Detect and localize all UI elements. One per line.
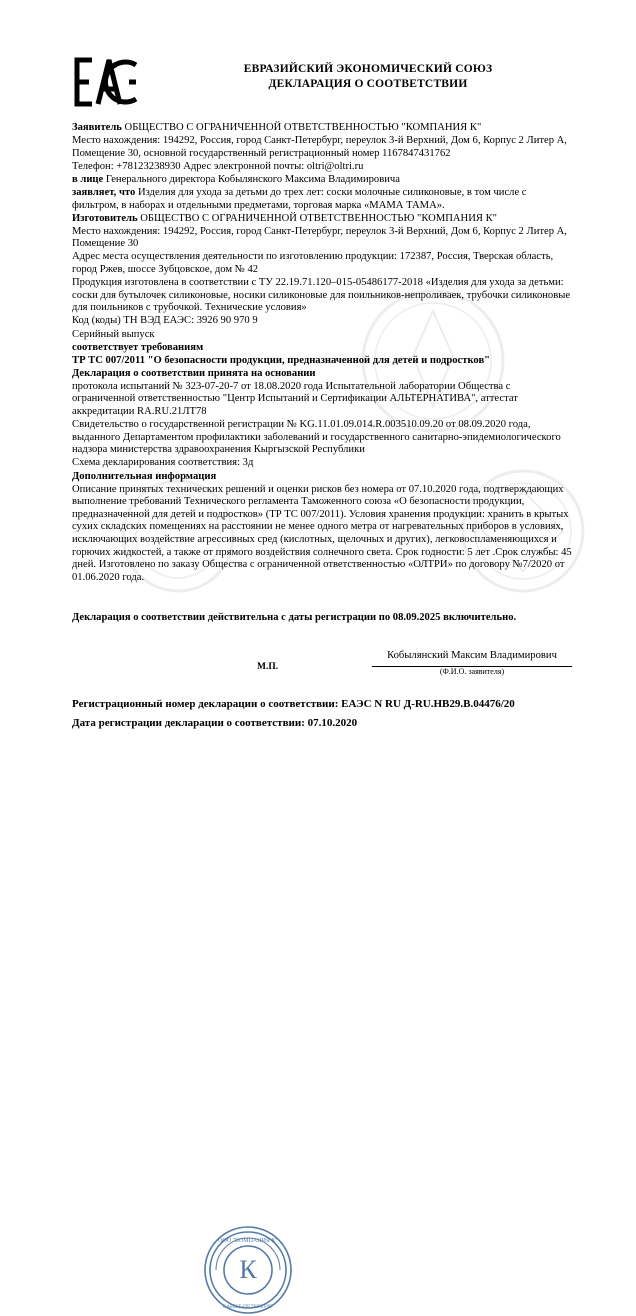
paragraph <box>72 226 572 251</box>
svg-text:САНКТ-ПЕТЕРБУРГ: САНКТ-ПЕТЕРБУРГ <box>222 1304 274 1310</box>
registration-date-label: Дата регистрации декларации о соответствии: <box>72 717 308 729</box>
paragraph-text: Место нахождения: 194292, Россия, город Санкт-Петербург, переулок 3-й Верхний, Дом 6, Корпус 2 Литер А, Помещение 30, основной государственный регистрационный номер 1167847431762 <box>72 135 567 159</box>
paragraph-text: Описание принятых технических решений и оценки рисков без номера от 07.10.2020 года, подтверждающих выполнение требований Технического регламента Таможенного союза «О безопасности продукции, предназначенной для детей и подростков» (ТР ТС 007/2011). Условия хранения продукции: хранить в крытых сухих складских помещениях на расстоянии не менее одного метра от нагревательных приборов в условиях, исключающих воздействие агрессивных сред (кислотных, щелочных и других), легковоспламеняющихся и горючих жидкостей, а также от прямого воздействия солнечного света. Срок годности: 5 лет .Срок службы: 45 дней. Изготовлено по заказу Общества с ограниченной ответственностью «ОЛТРИ» по договору №7/2020 от 01.06.2020 года. <box>72 483 572 583</box>
paragraph <box>72 161 572 174</box>
paragraph <box>72 135 572 160</box>
paragraph-text: Продукция изготовлена в соответствии с ТУ 22.19.71.120–015-05486177-2018 «Изделия для ухода за детьми: соски для бутылочек силиконовые, носики силиконовые для поильников-непроливаек, трубочки силиконовые для поильников с трубочкой. Технические условия» <box>72 277 571 314</box>
paragraph <box>72 342 572 355</box>
paragraph-label: в лице <box>72 173 106 185</box>
declaration-document <box>58 36 582 1310</box>
registration-number-row <box>72 698 572 710</box>
paragraph-text: Свидетельство о государственной регистрации № KG.11.01.09.014.R.003510.09.20 от 08.09.2020 года, выданного Департаментом профилактики заболеваний и государственного санитарно-эпидемиологического надзора министерства здравоохранения Кыргызской Республики <box>72 419 561 456</box>
registration-date-value: 07.10.2020 <box>307 717 358 729</box>
paragraph-label: Дополнительная информация <box>72 470 217 482</box>
validity-statement: Декларация о соответствии действительна с даты регистрации по 08.09.2025 включительно. <box>72 612 517 623</box>
paragraph-text: Телефон: +78123238930 Адрес электронной почты: oltri@oltri.ru <box>72 160 364 172</box>
paragraph <box>72 315 572 328</box>
paragraph-text: Код (коды) ТН ВЭД ЕАЭС: 3926 90 970 9 <box>72 315 258 327</box>
paragraph-text: Адрес места осуществления деятельности по изготовлению продукции: 172387, Россия, Тверская область, город Ржев, шоссе Зубцовское, дом № 42 <box>72 251 554 276</box>
paragraph <box>72 213 572 226</box>
paragraph-label: Декларация о соответствии принята на основании <box>72 367 316 379</box>
signatory-name: Кобылянский Максим Владимирович <box>387 650 557 661</box>
svg-text:ООО "КОМПАНИЯ К": ООО "КОМПАНИЯ К" <box>218 1238 278 1244</box>
paragraph-text: Изделия для ухода за детьми до трех лет: соски молочные силиконовые, в том числе с фильтром, в наборах и отдельными предметами, торговая марка «МАМА ТАМА». <box>72 186 527 211</box>
registration-number-label: Регистрационный номер декларации о соответствии: <box>72 698 342 710</box>
svg-text:К: К <box>239 1255 257 1284</box>
signature-caption: (Ф.И.О. заявителя) <box>439 667 505 676</box>
paragraph-text: Место нахождения: 194292, Россия, город Санкт-Петербург, переулок 3-й Верхний, Дом 6, Корпус 2 Литер А, Помещение 30 <box>72 225 567 250</box>
paragraph-text: протокола испытаний № 323-07-20-7 от 18.08.2020 года Испытательной лаборатории Общества с ограниченной ответственностью "Центр Испытаний и Сертификации АЛЬТЕРНАТИВА", аттестат аккредитации RA.RU.21ЛТ78 <box>72 380 518 418</box>
paragraph-label: соответствует требованиям <box>72 341 204 353</box>
registration-number-value: ЕАЭС N RU Д-RU.НВ29.В.04476/20 <box>341 698 515 710</box>
paragraph-text: Генерального директора Кобылянского Максима Владимировича <box>105 173 400 185</box>
paragraph <box>72 457 572 470</box>
paragraph <box>72 355 572 368</box>
paragraph <box>72 471 572 484</box>
paragraph <box>72 187 572 212</box>
paragraph-label: ТР ТС 007/2011 "О безопасности продукции, предназначенной для детей и подростков" <box>72 354 491 366</box>
paragraph-label: Заявитель <box>72 122 125 133</box>
declaration-body <box>72 122 572 585</box>
header-line-1: ЕВРАЗИЙСКИЙ ЭКОНОМИЧЕСКИЙ СОЮЗ <box>243 63 493 75</box>
paragraph-text: Схема декларирования соответствия: 3д <box>72 457 254 469</box>
paragraph-label: заявляет, что <box>72 186 138 198</box>
paragraph <box>72 329 572 342</box>
paragraph <box>72 419 572 457</box>
registration-date-row <box>72 717 572 729</box>
paragraph <box>72 277 572 315</box>
paragraph-label: Изготовитель <box>72 212 141 224</box>
paragraph <box>72 122 572 135</box>
paragraph-text: ОБЩЕСТВО С ОГРАНИЧЕННОЙ ОТВЕТСТВЕННОСТЬЮ "КОМПАНИЯ К" <box>124 122 482 133</box>
header-line-2: ДЕКЛАРАЦИЯ О СООТВЕТСТВИИ <box>268 78 468 90</box>
paragraph <box>72 174 572 187</box>
eac-mark-icon <box>72 56 140 108</box>
company-seal-stamp <box>202 1224 294 1316</box>
paragraph <box>72 251 572 276</box>
stamp-place-label: М.П. <box>257 662 279 672</box>
paragraph <box>72 381 572 419</box>
paragraph-text: ОБЩЕСТВО С ОГРАНИЧЕННОЙ ОТВЕТСТВЕННОСТЬЮ "КОМПАНИЯ К" <box>140 212 497 224</box>
paragraph-text: Серийный выпуск <box>72 328 155 340</box>
document-header <box>168 62 568 92</box>
paragraph <box>72 368 572 381</box>
paragraph <box>72 484 572 585</box>
